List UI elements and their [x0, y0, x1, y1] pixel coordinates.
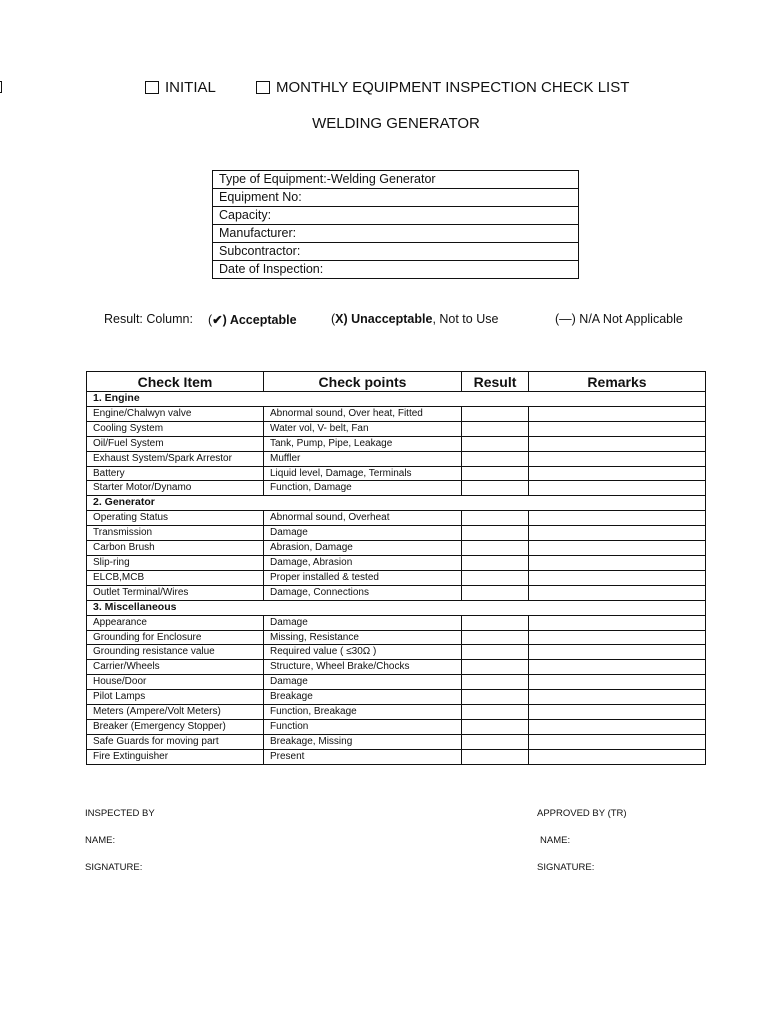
- check-points-cell: Damage, Abrasion: [264, 555, 462, 570]
- result-cell[interactable]: [462, 734, 529, 749]
- result-cell[interactable]: [462, 719, 529, 734]
- check-points-cell: Missing, Resistance: [264, 630, 462, 645]
- check-points-cell: Damage: [264, 526, 462, 541]
- table-row: [87, 511, 706, 526]
- section-title: 3. Miscellaneous: [87, 600, 706, 615]
- inspection-checklist-table: [86, 371, 706, 765]
- check-item-cell: Outlet Terminal/Wires: [87, 585, 264, 600]
- check-points-cell: Present: [264, 749, 462, 764]
- check-item-cell: Engine/Chalwyn valve: [87, 406, 264, 421]
- check-points-cell: Damage: [264, 615, 462, 630]
- check-item-cell: Pilot Lamps: [87, 690, 264, 705]
- result-cell[interactable]: [462, 421, 529, 436]
- info-field[interactable]: Manufacturer:: [213, 225, 579, 243]
- check-item-cell: Grounding for Enclosure: [87, 630, 264, 645]
- table-row: [87, 585, 706, 600]
- section-row: [87, 392, 706, 407]
- check-points-cell: Function: [264, 719, 462, 734]
- result-cell[interactable]: [462, 645, 529, 660]
- header-remarks: Remarks: [529, 372, 706, 392]
- table-row: [87, 660, 706, 675]
- check-item-cell: Starter Motor/Dynamo: [87, 481, 264, 496]
- check-item-cell: Meters (Ampere/Volt Meters): [87, 705, 264, 720]
- result-cell[interactable]: [462, 570, 529, 585]
- remarks-cell[interactable]: [529, 749, 706, 764]
- remarks-cell[interactable]: [529, 705, 706, 720]
- remarks-cell[interactable]: [529, 734, 706, 749]
- result-cell[interactable]: [462, 690, 529, 705]
- check-item-cell: Operating Status: [87, 511, 264, 526]
- check-points-cell: Function, Damage: [264, 481, 462, 496]
- legend-acceptable: (✔) Acceptable: [208, 313, 297, 327]
- table-row: [87, 749, 706, 764]
- table-row: [87, 555, 706, 570]
- result-cell[interactable]: [462, 749, 529, 764]
- table-row: [87, 615, 706, 630]
- approver-name-label: NAME:: [540, 835, 571, 846]
- initial-checkbox[interactable]: [145, 81, 159, 94]
- result-cell[interactable]: [462, 406, 529, 421]
- title-row: [0, 79, 768, 99]
- table-header-row: [87, 372, 706, 392]
- result-cell[interactable]: [462, 481, 529, 496]
- remarks-cell[interactable]: [529, 481, 706, 496]
- table-row: [87, 719, 706, 734]
- remarks-cell[interactable]: [529, 511, 706, 526]
- remarks-cell[interactable]: [529, 466, 706, 481]
- result-cell[interactable]: [462, 615, 529, 630]
- check-points-cell: Function, Breakage: [264, 705, 462, 720]
- result-cell[interactable]: [462, 436, 529, 451]
- check-points-cell: Abrasion, Damage: [264, 541, 462, 556]
- header-check-points: Check points: [264, 372, 462, 392]
- inspector-name-label: NAME:: [85, 835, 116, 846]
- remarks-cell[interactable]: [529, 585, 706, 600]
- section-row: [87, 496, 706, 511]
- info-row: [213, 243, 579, 261]
- check-points-cell: Proper installed & tested: [264, 570, 462, 585]
- check-points-cell: Liquid level, Damage, Terminals: [264, 466, 462, 481]
- info-row: [213, 261, 579, 279]
- check-points-cell: Damage, Connections: [264, 585, 462, 600]
- legend-not-applicable: (―) N/A Not Applicable: [555, 312, 683, 326]
- check-item-cell: Transmission: [87, 526, 264, 541]
- table-row: [87, 645, 706, 660]
- table-row: [87, 451, 706, 466]
- check-item-cell: Carbon Brush: [87, 541, 264, 556]
- inspected-by-label: INSPECTED BY: [85, 808, 155, 819]
- check-item-cell: Breaker (Emergency Stopper): [87, 719, 264, 734]
- remarks-cell[interactable]: [529, 630, 706, 645]
- section-title: 2. Generator: [87, 496, 706, 511]
- result-cell[interactable]: [462, 660, 529, 675]
- check-icon: ✔): [212, 313, 227, 327]
- check-item-cell: Battery: [87, 466, 264, 481]
- table-row: [87, 690, 706, 705]
- remarks-cell[interactable]: [529, 660, 706, 675]
- result-legend: [0, 312, 768, 330]
- result-cell[interactable]: [462, 526, 529, 541]
- check-item-cell: House/Door: [87, 675, 264, 690]
- monthly-checkbox[interactable]: [256, 81, 270, 94]
- check-points-cell: Muffler: [264, 451, 462, 466]
- check-item-cell: Cooling System: [87, 421, 264, 436]
- info-row: [213, 171, 579, 189]
- result-cell[interactable]: [462, 630, 529, 645]
- table-row: [87, 630, 706, 645]
- check-item-cell: Carrier/Wheels: [87, 660, 264, 675]
- remarks-cell[interactable]: [529, 421, 706, 436]
- table-row: [87, 541, 706, 556]
- section-row: [87, 600, 706, 615]
- check-points-cell: Tank, Pump, Pipe, Leakage: [264, 436, 462, 451]
- table-row: [87, 481, 706, 496]
- result-cell[interactable]: [462, 511, 529, 526]
- section-title: 1. Engine: [87, 392, 706, 407]
- remarks-cell[interactable]: [529, 615, 706, 630]
- remarks-cell[interactable]: [529, 451, 706, 466]
- header-result: Result: [462, 372, 529, 392]
- remarks-cell[interactable]: [529, 541, 706, 556]
- check-points-cell: Structure, Wheel Brake/Chocks: [264, 660, 462, 675]
- result-cell[interactable]: [462, 585, 529, 600]
- result-cell[interactable]: [462, 451, 529, 466]
- remarks-cell[interactable]: [529, 570, 706, 585]
- header-check-item: Check Item: [87, 372, 264, 392]
- inspector-signature-label: SIGNATURE:: [85, 862, 143, 873]
- info-row: [213, 189, 579, 207]
- table-row: [87, 570, 706, 585]
- remarks-cell[interactable]: [529, 690, 706, 705]
- remarks-cell[interactable]: [529, 436, 706, 451]
- info-field[interactable]: Subcontractor:: [213, 243, 579, 261]
- equipment-info-table: [212, 170, 579, 279]
- remarks-cell[interactable]: [529, 526, 706, 541]
- check-item-cell: ELCB,MCB: [87, 570, 264, 585]
- table-row: [87, 436, 706, 451]
- remarks-cell[interactable]: [529, 406, 706, 421]
- check-item-cell: Appearance: [87, 615, 264, 630]
- remarks-cell[interactable]: [529, 719, 706, 734]
- approved-by-label: APPROVED BY (TR): [537, 808, 627, 819]
- check-item-cell: Fire Extinguisher: [87, 749, 264, 764]
- check-item-cell: Safe Guards for moving part: [87, 734, 264, 749]
- check-item-cell: Oil/Fuel System: [87, 436, 264, 451]
- table-row: [87, 421, 706, 436]
- legend-prefix: Result: Column:: [104, 312, 193, 326]
- info-row: [213, 207, 579, 225]
- table-row: [87, 675, 706, 690]
- table-row: [87, 406, 706, 421]
- initial-label: INITIAL: [165, 79, 216, 96]
- info-field[interactable]: Type of Equipment:-Welding Generator: [213, 171, 579, 189]
- legend-unacceptable: (X) Unacceptable, Not to Use: [331, 312, 499, 326]
- check-points-cell: Breakage, Missing: [264, 734, 462, 749]
- check-points-cell: Water vol, V- belt, Fan: [264, 421, 462, 436]
- remarks-cell[interactable]: [529, 645, 706, 660]
- check-points-cell: Abnormal sound, Over heat, Fitted: [264, 406, 462, 421]
- info-field[interactable]: Equipment No:: [213, 189, 579, 207]
- check-points-cell: Damage: [264, 675, 462, 690]
- check-item-cell: Grounding resistance value: [87, 645, 264, 660]
- result-cell[interactable]: [462, 675, 529, 690]
- remarks-cell[interactable]: [529, 555, 706, 570]
- table-row: [87, 705, 706, 720]
- result-cell[interactable]: [462, 541, 529, 556]
- check-item-cell: Exhaust System/Spark Arrestor: [87, 451, 264, 466]
- check-points-cell: Abnormal sound, Overheat: [264, 511, 462, 526]
- info-field[interactable]: Capacity:: [213, 207, 579, 225]
- check-points-cell: Breakage: [264, 690, 462, 705]
- info-row: [213, 225, 579, 243]
- result-cell[interactable]: [462, 555, 529, 570]
- table-row: [87, 466, 706, 481]
- page-subtitle: WELDING GENERATOR: [312, 115, 480, 132]
- page-title: MONTHLY EQUIPMENT INSPECTION CHECK LIST: [276, 79, 630, 96]
- table-row: [87, 526, 706, 541]
- approver-signature-label: SIGNATURE:: [537, 862, 595, 873]
- table-row: [87, 734, 706, 749]
- result-cell[interactable]: [462, 466, 529, 481]
- check-item-cell: Slip-ring: [87, 555, 264, 570]
- info-field[interactable]: Date of Inspection:: [213, 261, 579, 279]
- check-points-cell: Required value ( ≤30Ω ): [264, 645, 462, 660]
- result-cell[interactable]: [462, 705, 529, 720]
- remarks-cell[interactable]: [529, 675, 706, 690]
